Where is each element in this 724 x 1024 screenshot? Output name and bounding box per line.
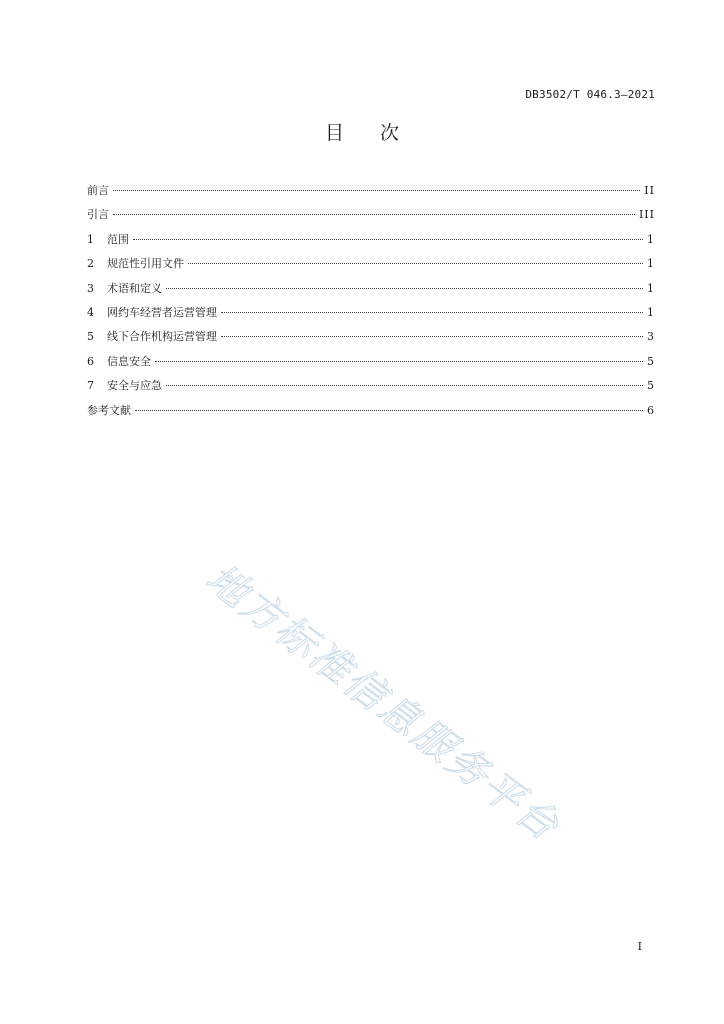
toc-entry-label: 安全与应急: [107, 379, 162, 393]
toc-entry-page: 1: [647, 305, 655, 319]
toc-entry-introduction[interactable]: [87, 207, 655, 231]
toc-entry-label: 引言: [87, 208, 109, 222]
dot-leader: [221, 336, 643, 337]
dot-leader: [188, 263, 643, 264]
toc-entry-label: 参考文献: [87, 403, 131, 417]
toc-entry-page: 5: [647, 379, 655, 393]
toc-entry-page: 6: [647, 403, 655, 417]
toc-entry-scope[interactable]: [87, 232, 655, 256]
toc-entry-page: 1: [647, 232, 655, 246]
dot-leader: [166, 288, 643, 289]
toc-entry-label: 规范性引用文件: [107, 257, 184, 271]
dot-leader: [166, 385, 643, 386]
page-number: I: [637, 940, 642, 953]
toc-entry-page: 1: [647, 281, 655, 295]
toc-title: 目次: [324, 122, 435, 144]
toc-entry-information-security[interactable]: [87, 354, 655, 378]
toc-entry-label: 术语和定义: [107, 281, 162, 295]
document-code: DB3502/T 046.3—2021: [525, 88, 655, 101]
dot-leader: [155, 361, 643, 362]
dot-leader: [133, 239, 643, 240]
toc-entry-label: 线下合作机构运营管理: [107, 330, 217, 344]
toc-entry-page: III: [638, 208, 655, 222]
dot-leader: [113, 190, 640, 191]
dot-leader: [221, 312, 643, 313]
dot-leader: [135, 410, 643, 411]
toc-entry-number: 2: [87, 257, 94, 271]
toc-entry-label: 范围: [107, 232, 129, 246]
toc-entry-number: 5: [87, 330, 94, 344]
toc-entry-operator-management[interactable]: [87, 305, 655, 329]
toc-entry-number: 4: [87, 305, 94, 319]
watermark: 地方标准信息服务平台: [197, 555, 569, 851]
toc-entry-foreword[interactable]: [87, 183, 655, 207]
toc-entry-number: 3: [87, 281, 94, 295]
toc-entry-number: 1: [87, 232, 94, 246]
toc-entry-bibliography[interactable]: [87, 403, 655, 427]
toc-entry-page: 5: [647, 354, 655, 368]
toc-entry-offline-partner-management[interactable]: [87, 329, 655, 353]
toc-entry-page: 1: [647, 257, 655, 271]
dot-leader: [113, 214, 635, 215]
toc-entry-label: 网约车经营者运营管理: [107, 305, 217, 319]
toc-list: [87, 183, 655, 427]
toc-entry-page: 3: [647, 330, 655, 344]
toc-entry-number: 6: [87, 354, 94, 368]
toc-entry-normative-references[interactable]: [87, 256, 655, 280]
toc-entry-label: 信息安全: [107, 354, 151, 368]
toc-entry-number: 7: [87, 379, 94, 393]
toc-entry-label: 前言: [87, 184, 109, 197]
toc-entry-safety-emergency[interactable]: [87, 378, 655, 402]
toc-entry-page: II: [644, 184, 655, 197]
toc-entry-terms-definitions[interactable]: [87, 281, 655, 305]
